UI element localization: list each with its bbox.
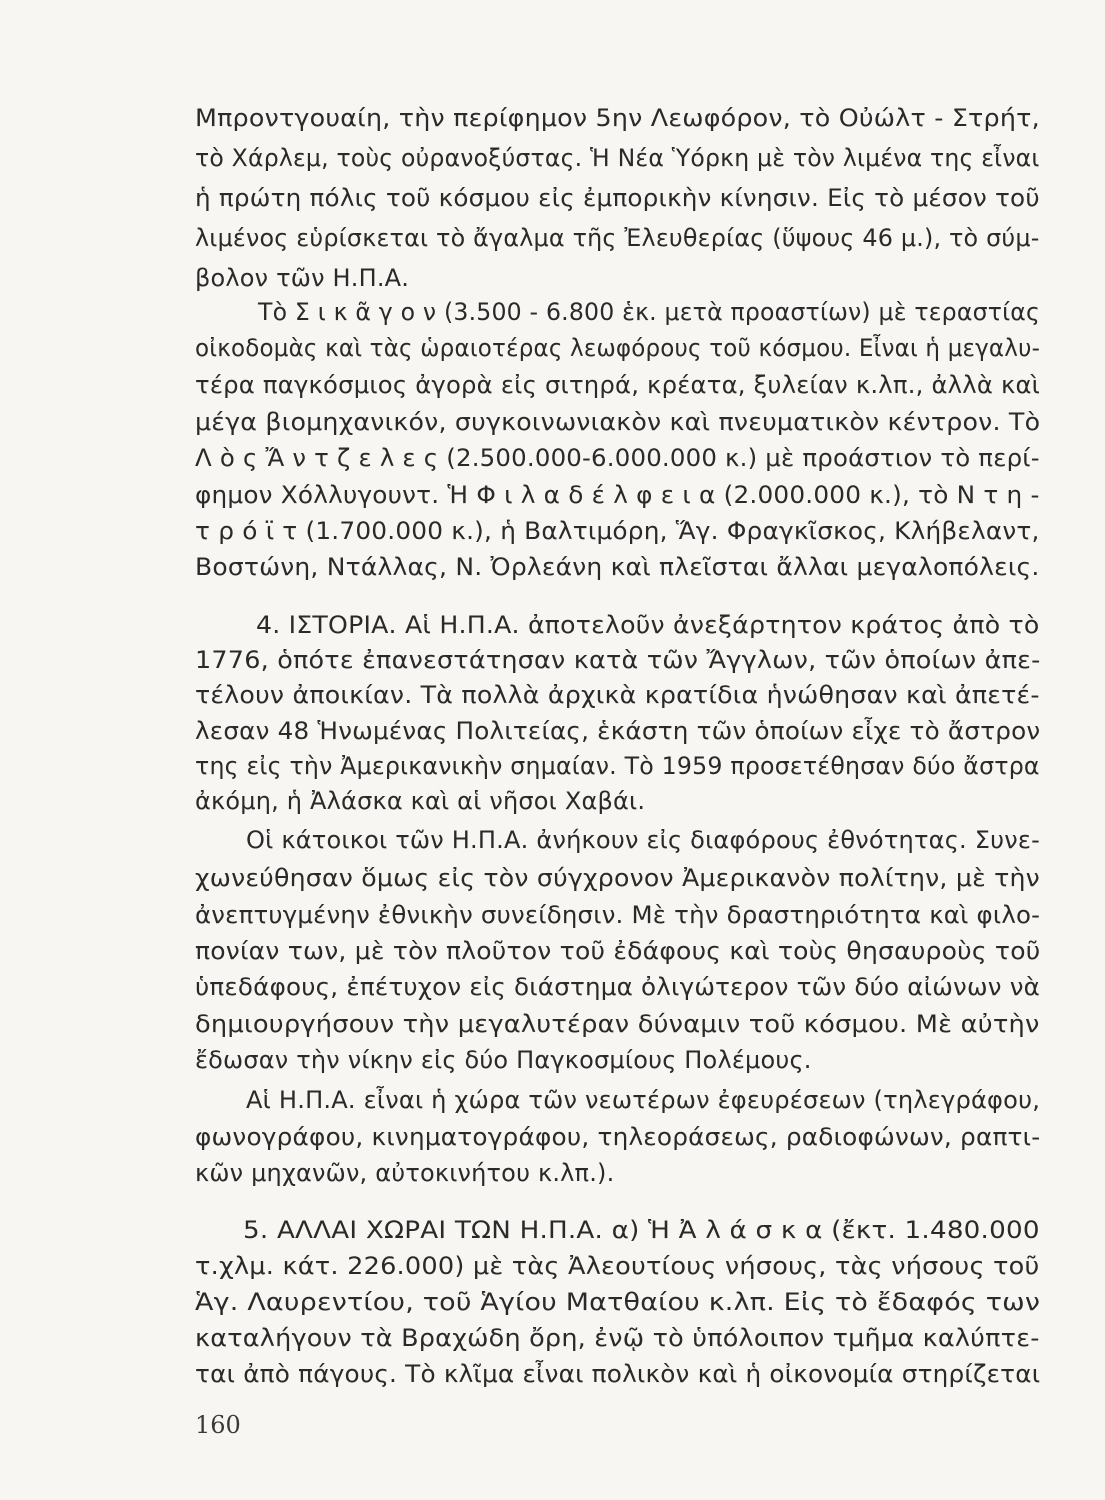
text-line: βολον τῶν Η.Π.Α.: [195, 264, 410, 292]
text-line: Αἱ Η.Π.Α. εἶναι ἡ χώρα τῶν νεωτέρων ἐφευρέσεων (τηλεγράφου,: [246, 1086, 1041, 1114]
text-line: κῶν μηχανῶν, αὐτοκινήτου κ.λπ.).: [195, 1159, 615, 1187]
text-line: τέρα παγκόσμιος ἀγορὰ εἰς σιτηρά, κρέατα, ξυλείαν κ.λπ., ἀλλὰ καὶ: [195, 371, 1041, 399]
text-line: τ.χλμ. κάτ. 226.000) μὲ τὰς Ἀλεουτίους νήσους, τὰς νήσους τοῦ: [195, 1252, 1040, 1280]
page-number: 160: [195, 1411, 241, 1439]
text-line: ται ἀπὸ πάγους. Τὸ κλῖμα εἶναι πολικὸν καὶ ἡ οἰκονομία στηρίζεται: [195, 1360, 1041, 1388]
text-line: λιμένος εὑρίσκεται τὸ ἄγαλμα τῆς Ἐλευθερίας (ὕψους 46 μ.), τὸ σύμ-: [195, 224, 1040, 252]
text-line: φωνογράφου, κινηματογράφου, τηλεοράσεως, ραδιοφώνων, ραπτι-: [195, 1123, 1041, 1151]
text-line: Ἁγ. Λαυρεντίου, τοῦ Ἁγίου Ματθαίου κ.λπ. Εἰς τὸ ἔδαφός των: [195, 1288, 1041, 1316]
text-line: λεσαν 48 Ἡνωμένας Πολιτείας, ἑκάστη τῶν ὁποίων εἶχε τὸ ἄστρον: [195, 717, 1041, 745]
text-line: Βοστώνη, Ντάλλας, Ν. Ὀρλεάνη καὶ πλεῖσται ἄλλαι μεγαλοπόλεις.: [195, 553, 1040, 581]
text-line: 5. ΑΛΛΑΙ ΧΩΡΑΙ ΤΩΝ Η.Π.Α. α) Ἡ Ἀ λ ά σ κ α (ἔκτ. 1.480.000: [243, 1216, 1040, 1244]
text-line: ἀνεπτυγμένην ἐθνικὴν συνείδησιν. Μὲ τὴν δραστηριότητα καὶ φιλο-: [195, 901, 1041, 929]
text-line: ἔδωσαν τὴν νίκην εἰς δύο Παγκοσμίους Πολέμους.: [195, 1046, 812, 1074]
text-line: δημιουργήσουν τὴν μεγαλυτέραν δύναμιν τοῦ κόσμου. Μὲ αὐτὴν: [195, 1010, 1040, 1038]
text-line: ἡ πρώτη πόλις τοῦ κόσμου εἰς ἐμπορικὴν κίνησιν. Εἰς τὸ μέσον τοῦ: [195, 184, 1040, 212]
text-line: 4. ΙΣΤΟΡΙΑ. Αἱ Η.Π.Α. ἀποτελοῦν ἀνεξάρτητον κράτος ἀπὸ τὸ: [256, 611, 1040, 639]
text-line: πονίαν των, μὲ τὸν πλοῦτον τοῦ ἐδάφους καὶ τοὺς θησαυροὺς τοῦ: [195, 937, 1041, 965]
text-line: Τὸ Σ ι κ ᾶ γ ο ν (3.500 - 6.800 ἑκ. μετὰ προαστίων) μὲ τεραστίας: [258, 298, 1041, 326]
text-line: της εἰς τὴν Ἀμερικανικὴν σημαίαν. Τὸ 1959 προσετέθησαν δύο ἄστρα: [195, 752, 1040, 780]
text-line: τέλουν ἀποικίαν. Τὰ πολλὰ ἀρχικὰ κρατίδια ἡνώθησαν καὶ ἀπετέ-: [195, 681, 1040, 709]
text-line: Οἱ κάτοικοι τῶν Η.Π.Α. ἀνήκουν εἰς διαφόρους ἐθνότητας. Συνε-: [246, 826, 1041, 854]
text-line: ἀκόμη, ἡ Ἀλάσκα καὶ αἱ νῆσοι Χαβάι.: [195, 787, 646, 815]
text-line: Μπροντγουαίη, τὴν περίφημον 5ην Λεωφόρον, τὸ Οὐώλτ - Στρήτ,: [195, 104, 1040, 132]
text-line: 1776, ὁπότε ἐπανεστάτησαν κατὰ τῶν Ἄγγλων, τῶν ὁποίων ἀπε-: [195, 646, 1041, 674]
text-line: φημον Χόλλυγουντ. Ἡ Φ ι λ α δ έ λ φ ε ι α (2.000.000 κ.), τὸ Ν τ η -: [195, 481, 1040, 509]
text-line: χωνεύθησαν ὅμως εἰς τὸν σύγχρονον Ἀμερικανὸν πολίτην, μὲ τὴν: [195, 864, 1040, 892]
text-line: Λ ὸ ς Ἄ ν τ ζ ε λ ε ς (2.500.000-6.000.000 κ.) μὲ προάστιον τὸ περί-: [195, 444, 1040, 472]
text-line: μέγα βιομηχανικόν, συγκοινωνιακὸν καὶ πνευματικὸν κέντρον. Τὸ: [195, 408, 1041, 436]
text-line: τ ρ ό ϊ τ (1.700.000 κ.), ἡ Βαλτιμόρη, Ἅγ. Φραγκῖσκος, Κλήβελαντ,: [195, 517, 1040, 545]
text-line: τὸ Χάρλεμ, τοὺς οὐρανοξύστας. Ἡ Νέα Ὑόρκη μὲ τὸν λιμένα της εἶναι: [195, 144, 1040, 172]
text-line: ὑπεδάφους, ἐπέτυχον εἰς διάστημα ὀλιγώτερον τῶν δύο αἰώνων νὰ: [195, 973, 1041, 1001]
text-line: καταλήγουν τὰ Βραχώδη ὄρη, ἐνῷ τὸ ὑπόλοιπον τμῆμα καλύπτε-: [195, 1324, 1040, 1352]
text-line: οἰκοδομὰς καὶ τὰς ὡραιοτέρας λεωφόρους τοῦ κόσμου. Εἶναι ἡ μεγαλυ-: [195, 334, 1041, 362]
